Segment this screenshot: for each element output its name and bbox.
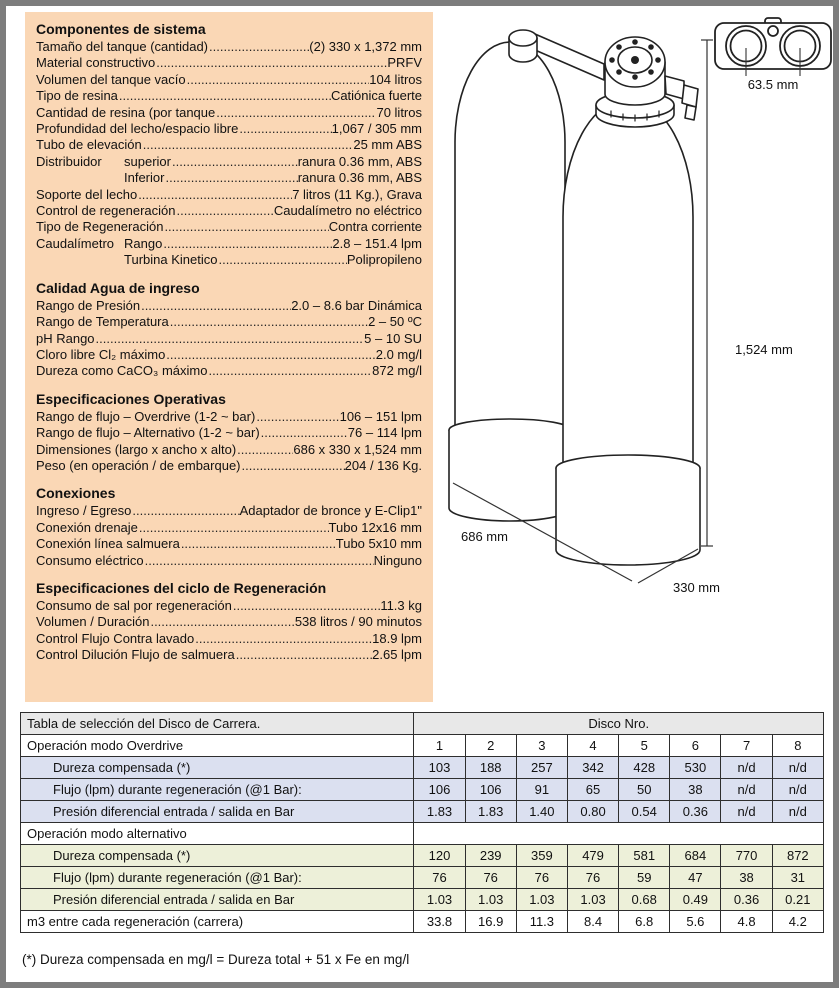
table-cell: 65 [567,779,618,801]
spec-row-label: Cloro libre Cl₂ máximo [36,346,166,362]
dot-leader [208,39,309,55]
spec-row-value: Polipropileno [346,252,422,268]
dot-leader [164,170,297,186]
spec-row [36,219,422,235]
top-view-inset [715,18,831,69]
table-cell: n/d [721,779,772,801]
dot-leader [180,536,336,552]
spec-row [36,187,422,203]
spec-row [36,409,422,425]
spec-row [36,137,422,153]
table-cell: 38 [721,867,772,889]
table-cell: 106 [414,779,465,801]
table-cell: 872 [772,845,823,867]
row-label-cell: Operación modo alternativo [21,823,414,845]
spec-row-label: Rango de Presión [36,297,141,313]
table-cell: 1.03 [414,889,465,911]
dot-leader [144,553,374,569]
table-cell: 684 [670,845,721,867]
spec-row [36,553,422,569]
spec-row-value: 1,067 / 305 mm [331,121,422,137]
spec-row-value: Catiónica fuerte [330,88,422,104]
table-cell: 1.03 [567,889,618,911]
table-row [21,735,824,757]
spec-row [36,458,422,474]
table-cell: 103 [414,757,465,779]
spec-row-value: ranura 0.36 mm, ABS [297,170,422,186]
depth-dimension-label: 686 mm [461,529,508,544]
table-cell: 5.6 [670,911,721,933]
table-cell: 1.40 [516,801,567,823]
spec-row-label: Tipo de resina [36,88,118,104]
spec-row-value: Adaptador de bronce y E-Clip1" [239,503,422,519]
spec-row [36,105,422,121]
spec-section [36,580,422,664]
spec-row-value: Tubo 5x10 mm [335,536,422,552]
table-cell: 770 [721,845,772,867]
table-cell: 0.36 [721,889,772,911]
spec-row-label: Ingreso / Egreso [36,503,132,519]
spec-row-prefix: Distribuidor [36,153,102,169]
spec-row-value: 11.3 kg [380,597,422,613]
left-tank-drawing [449,42,571,521]
table-empty-cell [414,823,824,845]
table-cell: 2 [465,735,516,757]
spec-row-label: Tamaño del tanque (cantidad) [36,39,209,54]
spec-row-prefix: Caudalímetro [36,235,115,251]
spec-row-value: 538 litros / 90 minutos [294,614,422,630]
table-cell: 33.8 [414,911,465,933]
spec-row [36,503,422,519]
table-cell: 76 [414,867,465,889]
spec-row-label: Soporte del lecho [36,186,138,202]
dot-leader [215,105,376,121]
spec-row-label: Conexión línea salmuera [36,536,180,552]
spec-row [36,425,422,441]
spec-row-value: 76 – 114 lpm [347,425,422,441]
spec-section [36,280,422,380]
dot-leader [118,88,331,104]
table-cell: 581 [619,845,670,867]
width-dimension-label: 330 mm [673,580,720,595]
spec-row-label: Consumo de sal por regeneración [36,597,232,613]
table-cell: 0.21 [772,889,823,911]
dot-leader [163,219,328,235]
section-title: Calidad Agua de ingreso [36,279,200,296]
table-cell: 1.03 [465,889,516,911]
table-cell: n/d [772,779,823,801]
dot-leader [236,442,293,458]
table-cell: 120 [414,845,465,867]
spec-row-label: superior [124,153,171,169]
table-cell: n/d [721,801,772,823]
dot-leader [169,314,368,330]
right-tank-drawing [556,99,700,565]
row-label-cell: Dureza compensada (*) [21,757,414,779]
spec-section [36,391,422,475]
spec-row [36,314,422,330]
dot-leader [140,298,291,314]
table-cell: 3 [516,735,567,757]
row-label-cell: Flujo (lpm) durante regeneración (@1 Bar): [21,779,414,801]
table-row [21,845,824,867]
table-cell: 479 [567,845,618,867]
dot-leader [149,614,294,630]
spec-row-value: (2) 330 x 1,372 mm [309,39,422,54]
spec-row [36,252,422,268]
table-cell: 0.36 [670,801,721,823]
row-label-cell: Presión diferencial entrada / salida en Bar [21,889,414,911]
dot-leader [207,363,372,379]
spec-row [36,614,422,630]
dot-leader [138,520,329,536]
dot-leader [238,121,331,137]
table-cell: 530 [670,757,721,779]
table-cell: 4.2 [772,911,823,933]
table-row [21,889,824,911]
table-cell: 76 [567,867,618,889]
spec-row-value: PRFV [387,55,422,71]
spec-row [36,331,422,347]
dot-leader [235,647,372,663]
spec-row-label: Cantidad de resina (por tanque [36,104,216,120]
spec-row-label: Volumen / Duración [36,614,150,630]
height-dimension-label: 1,524 mm [735,342,793,357]
dot-leader [241,458,345,474]
spec-row-value: ranura 0.36 mm, ABS [297,153,422,169]
dot-leader [186,72,370,88]
row-label-cell: Presión diferencial entrada / salida en Bar [21,801,414,823]
dot-leader [255,409,339,425]
table-cell: 11.3 [516,911,567,933]
table-cell: 6.8 [619,911,670,933]
section-title: Especificaciones Operativas [36,390,226,407]
table-row [21,757,824,779]
spec-row-value: 106 – 151 lpm [339,408,422,424]
spec-section [36,21,422,269]
spec-row [36,170,422,186]
spec-row-value: 7 litros (11 Kg.), Grava [292,186,422,202]
row-label-cell: Flujo (lpm) durante regeneración (@1 Bar): [21,867,414,889]
table-cell: 5 [619,735,670,757]
spec-row-value: Ninguno [373,552,422,568]
table-span-header-cell: Disco Nro. [414,713,824,735]
spec-row-value: Contra corriente [328,219,422,235]
table-cell: 4.8 [721,911,772,933]
spec-row-label: Control Dilución Flujo de salmuera [36,647,235,663]
spec-row-value: 2.0 – 8.6 bar Dinámica [291,297,422,313]
spec-row-value: Caudalímetro no eléctrico [273,203,422,219]
spec-row [36,363,422,379]
table-cell: 8 [772,735,823,757]
table-cell: 91 [516,779,567,801]
spec-row [36,536,422,552]
section-title: Componentes de sistema [36,21,206,37]
spec-row-label: Rango de Temperatura [36,314,169,330]
table-cell: 239 [465,845,516,867]
table-cell: 0.49 [670,889,721,911]
table-cell: 359 [516,845,567,867]
dot-leader [194,631,372,647]
spec-row-label: Tipo de Regeneración [36,219,164,235]
spec-row-label: Peso (en operación / de embarque) [36,457,241,473]
spec-row-value: 686 x 330 x 1,524 mm [293,441,422,457]
control-valve-drawing [596,37,698,127]
spec-row-label: Tubo de elevación [36,137,142,153]
table-cell: 1.83 [465,801,516,823]
spec-row-label: Turbina Kinetico [124,252,218,268]
table-cell: 257 [516,757,567,779]
spec-row-value: 25 mm ABS [353,137,422,153]
spec-row [36,442,422,458]
spec-row-label: Rango de flujo – Alternativo (1-2 ~ bar) [36,425,260,441]
table-cell: 76 [516,867,567,889]
table-row [21,823,824,845]
table-row [21,911,824,933]
row-label-cell: Dureza compensada (*) [21,845,414,867]
table-cell: 1.83 [414,801,465,823]
spec-row [36,154,422,170]
table-cell: 342 [567,757,618,779]
table-cell: n/d [772,801,823,823]
table-cell: 47 [670,867,721,889]
table-cell: n/d [721,757,772,779]
row-label-cell: m3 entre cada regeneración (carrera) [21,911,414,933]
dot-leader [232,598,380,614]
spec-row-label: Consumo eléctrico [36,552,144,568]
table-cell: 76 [465,867,516,889]
spec-row-label: Dimensiones (largo x ancho x alto) [36,441,237,457]
dot-leader [131,503,239,519]
table-cell: n/d [772,757,823,779]
spec-row-value: 204 / 136 Kg. [344,457,422,473]
section-title: Conexiones [36,485,116,502]
table-cell: 7 [721,735,772,757]
port-spacing-label: 63.5 mm [747,77,799,92]
dot-leader [162,236,332,252]
spec-row-value: 2 – 50 ºC [368,314,422,330]
table-cell: 50 [619,779,670,801]
spec-row-label: Control Flujo Contra lavado [36,630,195,646]
spec-row [36,88,422,104]
spec-row [36,236,422,252]
spec-row-value: 70 litros [376,104,422,120]
dot-leader [260,425,348,441]
spec-sections [36,21,422,664]
dot-leader [95,331,365,347]
spec-row [36,598,422,614]
spec-row-value: Tubo 12x16 mm [328,519,422,535]
spec-row [36,39,422,55]
table-cell: 0.68 [619,889,670,911]
spec-row-label: Rango de flujo – Overdrive (1-2 ~ bar) [36,408,256,424]
disc-table-body [21,713,824,933]
table-cell: 6 [670,735,721,757]
spec-row-label: Inferior [124,170,165,186]
spec-row-value: 104 litros [369,71,422,87]
dot-leader [155,55,387,71]
spec-row [36,121,422,137]
spec-row-value: 18.9 lpm [372,630,422,646]
spec-row [36,520,422,536]
spec-row-value: 2.65 lpm [372,647,422,663]
spec-row [36,72,422,88]
dot-leader [142,137,354,153]
table-cell: 106 [465,779,516,801]
table-cell: 1.03 [516,889,567,911]
section-title: Especificaciones del ciclo de Regeneración [36,579,327,596]
spec-row-label: Material constructivo [36,55,156,71]
table-cell: 59 [619,867,670,889]
dot-leader [175,203,273,219]
table-row [21,801,824,823]
spec-row-value: 872 mg/l [372,363,422,379]
spec-row [36,298,422,314]
spec-row-label: Conexión drenaje [36,519,138,535]
spec-row-label: pH Rango [36,330,95,346]
tank-diagram [435,10,835,700]
spec-row [36,631,422,647]
table-cell: 0.54 [619,801,670,823]
dot-leader [217,252,346,268]
table-cell: 1 [414,735,465,757]
spec-panel [25,12,433,702]
row-label-cell: Tabla de selección del Disco de Carrera. [21,713,414,735]
spec-row-label: Rango [124,235,163,251]
table-cell: 38 [670,779,721,801]
spec-row-value: 2.0 mg/l [375,346,422,362]
table-cell: 31 [772,867,823,889]
spec-row [36,203,422,219]
spec-row [36,647,422,663]
disc-selection-table [20,712,824,933]
table-row [21,779,824,801]
table-row [21,713,824,735]
spec-row [36,55,422,71]
table-cell: 8.4 [567,911,618,933]
spec-row-value: 5 – 10 SU [364,330,422,346]
spec-row-label: Dureza como CaCO₃ máximo [36,363,208,379]
dot-leader [137,187,292,203]
table-cell: 4 [567,735,618,757]
spec-row-value: 2.8 – 151.4 lpm [332,235,422,251]
footnote: (*) Dureza compensada en mg/l = Dureza total + 51 x Fe en mg/l [22,952,410,967]
table-row [21,867,824,889]
dot-leader [165,347,375,363]
table-cell: 428 [619,757,670,779]
table-cell: 188 [465,757,516,779]
spec-section [36,485,422,569]
spec-row-label: Profundidad del lecho/espacio libre [36,121,239,137]
spec-row-label: Control de regeneración [36,203,176,219]
dot-leader [171,154,298,170]
table-cell: 0.80 [567,801,618,823]
spec-row-label: Volumen del tanque vacío [36,71,186,87]
table-cell: 16.9 [465,911,516,933]
spec-row [36,347,422,363]
row-label-cell: Operación modo Overdrive [21,735,414,757]
